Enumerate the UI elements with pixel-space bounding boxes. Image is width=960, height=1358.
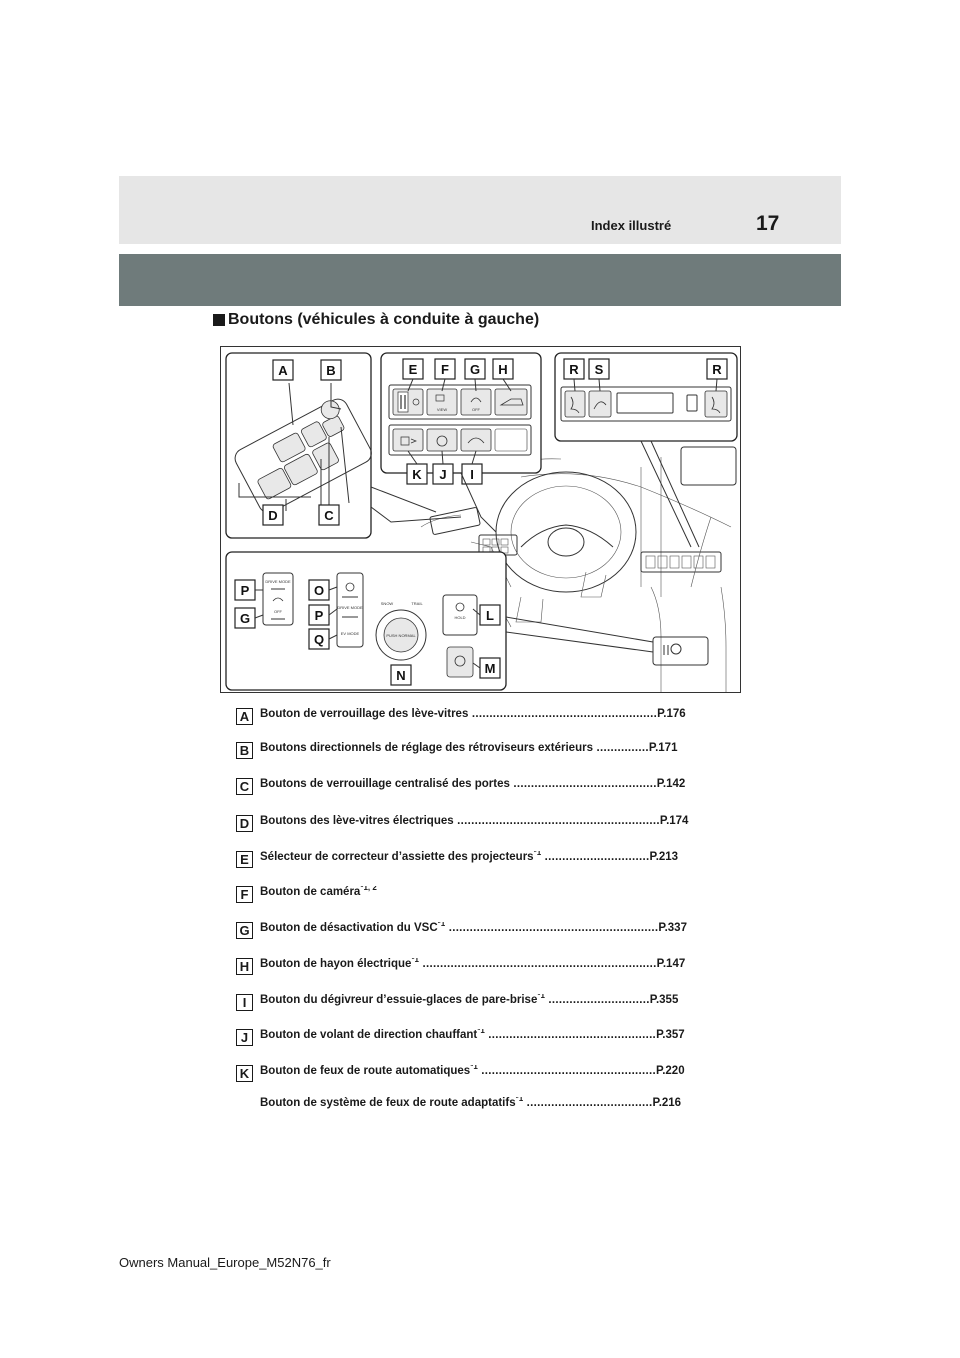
callout-E-text: E [408,362,418,377]
legend-text-b: Boutons directionnels de réglage des rétroviseurs extérieurs ...............P.171 [260,742,678,754]
legend-item-e [236,850,736,868]
legend-text-a: Bouton de verrouillage des lève-vitres .....................................................P.176 [260,708,686,720]
trail-label: TRAIL [411,601,423,606]
legend-text-h: Bouton de hayon électrique$^{*1}$ ...................................................................P.147 [260,958,686,970]
callout-N-text: N [396,668,406,683]
legend-text-e: Sélecteur de correcteur d’assiette des projecteurs$^{*1}$ ..............................P.213 [260,851,679,863]
illustration-svg [221,347,741,693]
legend-item-c [236,777,736,795]
callout-G-text: G [469,362,481,377]
legend-text-i: Bouton du dégivreur d’essuie-glaces de pare-brise$^{*1}$ .............................P.355 [260,994,679,1006]
vsc-off-label: OFF [472,407,480,412]
legend-letter-f: F [236,886,253,903]
legend-letter-c: C [236,778,253,795]
callout-F-text: F [441,362,449,377]
legend-text-k: Bouton de feux de route automatiques$^{*1}$ ..................................................P.220 [260,1065,685,1077]
section-title-text: Boutons (véhicules à conduite à gauche) [228,311,540,328]
legend-letter-j: J [236,1029,253,1046]
ev-mode-label: EV MODE [340,631,360,636]
door-switch-panel-small [430,507,481,535]
legend-text-j: Bouton de volant de direction chauffant$^{*1}$ ................................................P.357 [260,1029,685,1041]
callout-D-text: D [268,508,278,523]
legend-item-k-alt [236,1096,736,1114]
center-screen [681,447,736,485]
callout-Q-text: Q [313,632,325,647]
steering-wheel [496,472,636,592]
legend-letter-d: D [236,815,253,832]
off-label: OFF [274,609,282,614]
drive-mode-label-1: DRIVE MODE [265,579,291,584]
push-normal-label: PUSH NORMAL [386,633,416,638]
legend-letter-i: I [236,994,253,1011]
page-number: 17 [756,212,780,235]
callout-P-right-text: P [314,608,324,623]
callout-M-text: M [484,661,496,676]
legend-text-d: Boutons des lève-vitres électriques ..........................................................P.174 [260,815,689,827]
hold-label: HOLD [454,615,466,620]
buttons-illustration [220,346,741,693]
callout-O-text: O [313,583,325,598]
snow-label: SNOW [380,601,394,606]
header-band [119,176,841,244]
center-console-inset [226,552,653,690]
legend-item-a [236,707,736,725]
footer-text: Owners Manual_Europe_M52N76_fr [119,1255,331,1270]
view-label: VIEW [436,407,448,412]
callout-B-text: B [326,363,336,378]
seat-heater-inset [555,353,737,547]
legend-letter-e: E [236,851,253,868]
legend-item-d [236,814,736,832]
callout-I-text: I [470,467,474,482]
legend-item-f [236,885,736,903]
square-bullet-icon [213,314,225,326]
legend-text-g: Bouton de désactivation du VSC$^{*1}$ ............................................................P.337 [260,922,687,934]
lower-dash-switch-inset [381,353,541,532]
legend-item-i [236,993,736,1011]
legend-item-h [236,957,736,975]
legend-text-c: Boutons de verrouillage centralisé des portes .........................................P.142 [260,778,686,790]
callout-C-text: C [324,508,334,523]
legend-item-k [236,1064,736,1082]
section-title [213,311,539,329]
callout-R-right-text: R [712,362,722,377]
legend-letter-k: K [236,1065,253,1082]
callout-G-lower-text: G [239,611,251,626]
drive-mode-label-2: DRIVE MODE [337,605,363,610]
legend-letter-g: G [236,922,253,939]
callout-P-left-text: P [240,583,250,598]
legend-item-b [236,741,736,759]
legend-text-k-alt: Bouton de système de feux de route adaptatifs$^{*1}$ ....................................P.216 [260,1097,682,1109]
section-bar [119,254,841,306]
legend-item-g [236,921,736,939]
callout-S-text: S [594,362,604,377]
callout-A-text: A [278,363,288,378]
callout-R-left-text: R [569,362,579,377]
header-title: Index illustré [591,218,672,233]
callout-J-text: J [439,467,447,482]
climate-panel [641,552,721,572]
legend-item-j [236,1028,736,1046]
callout-L-text: L [486,608,494,623]
callout-H-text: H [498,362,508,377]
legend-letter-h: H [236,958,253,975]
legend-letter-a: A [236,708,253,725]
legend-text-f: Bouton de caméra$^{*1, 2}$ [260,886,377,898]
legend-letter-b: B [236,742,253,759]
callout-K-text: K [412,467,422,482]
legend-letter-spacer [236,1097,253,1114]
